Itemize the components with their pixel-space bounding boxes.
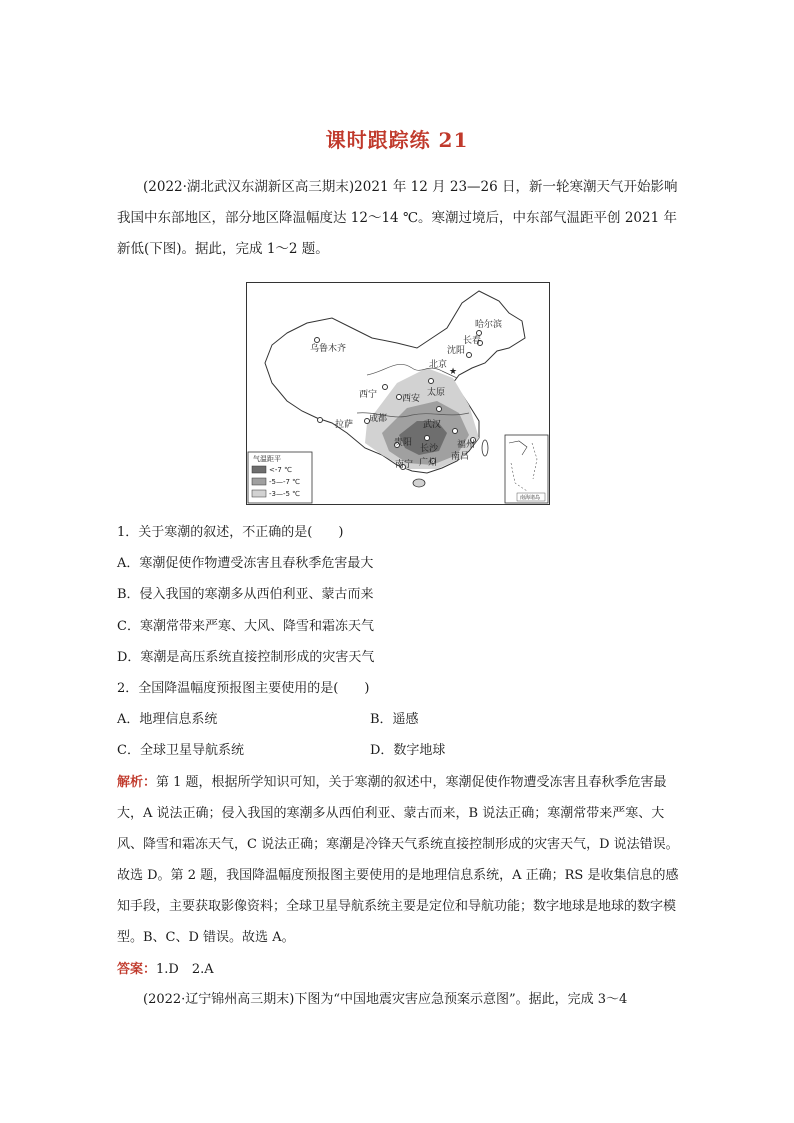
legend-item-mid: -5—-7 ℃ xyxy=(269,478,301,486)
svg-text:长沙: 长沙 xyxy=(420,444,439,454)
map-svg xyxy=(247,283,549,504)
svg-text:拉萨: 拉萨 xyxy=(335,420,354,430)
china-temperature-anomaly-map xyxy=(246,282,550,505)
svg-text:北京: 北京 xyxy=(429,360,448,370)
city-lhasa xyxy=(318,418,354,431)
intro-paragraph: (2022·湖北武汉东湖新区高三期末)2021 年 12 月 23—26 日，新一轮寒潮天气开始影响我国中东部地区，部分地区降温幅度达 12～14 ℃。寒潮过境后，中东部气温距平创 2021 年新低(下图)。据此，完成 1～2 题。 xyxy=(117,179,678,257)
question-2-option-a: A．地理信息系统 xyxy=(117,712,218,727)
svg-text:哈尔滨: 哈尔滨 xyxy=(475,320,503,330)
city-guiyang xyxy=(394,436,412,448)
svg-text:广州: 广州 xyxy=(419,458,438,468)
svg-text:乌鲁木齐: 乌鲁木齐 xyxy=(310,344,347,354)
svg-text:★: ★ xyxy=(449,367,458,377)
question-2-stem: 2．全国降温幅度预报图主要使用的是( ) xyxy=(117,681,370,696)
question-2-option-d: D．数字地球 xyxy=(370,743,446,758)
svg-text:长春: 长春 xyxy=(463,336,482,346)
legend-item-dark: <-7 ℃ xyxy=(269,466,292,474)
page-title: 课时跟踪练 21 xyxy=(325,128,469,152)
taiwan-island xyxy=(482,440,488,456)
svg-text:南昌: 南昌 xyxy=(451,452,470,462)
answer-text: 1.D 2.A xyxy=(156,962,214,977)
map-legend xyxy=(248,452,312,503)
svg-text:成都: 成都 xyxy=(369,414,388,424)
city-fuzhou xyxy=(457,438,476,451)
hainan-island xyxy=(413,479,425,487)
question-1-option-d: D．寒潮是高压系统直接控制形成的灾害天气 xyxy=(117,650,375,665)
next-intro-paragraph: (2022·辽宁锦州高三期末)下图为“中国地震灾害应急预案示意图”。据此，完成 3～4 xyxy=(143,992,628,1007)
svg-text:西安: 西安 xyxy=(402,394,421,404)
legend-title: 气温距平 xyxy=(253,455,281,463)
inset-label: 南海诸岛 xyxy=(520,495,541,501)
svg-text:太原: 太原 xyxy=(427,388,446,398)
svg-text:武汉: 武汉 xyxy=(423,420,442,430)
analysis-text: 第 1 题，根据所学知识可知，关于寒潮的叙述中，寒潮促使作物遭受冻害且春秋季危害最大，A 说法正确；侵入我国的寒潮多从西伯利亚、蒙古而来，B 说法正确；寒潮常带来严寒、大风、降雪和霜冻天气，C 说法正确；寒潮是冷锋天气系统直接控制形成的灾害天气，D 说法错误。故选 D。第 2 题，我国降温幅度预报图主要使用的是地理信息系统，A 正确；RS 是收集信息的感知手段，主要获取影像资料；全球卫星导航系统主要是定位和导航功能；数字地球是地球的数字模型。B、C、D 错误。故选 A。 xyxy=(117,775,679,945)
question-2-option-c: C．全球卫星导航系统 xyxy=(117,743,244,758)
question-1-option-a: A．寒潮促使作物遭受冻害且春秋季危害最大 xyxy=(117,556,374,571)
analysis-paragraph xyxy=(117,767,685,953)
south-china-sea-inset xyxy=(505,435,548,503)
svg-text:贵阳: 贵阳 xyxy=(394,438,413,448)
answer-label: 答案： xyxy=(117,962,157,977)
city-nanning xyxy=(395,458,413,470)
analysis-label: 解析： xyxy=(117,775,157,790)
city-guangzhou xyxy=(419,456,437,468)
svg-text:沈阳: 沈阳 xyxy=(447,346,466,356)
legend-item-light: -3—-5 ℃ xyxy=(269,490,301,498)
question-1-stem: 1．关于寒潮的叙述，不正确的是( ) xyxy=(117,525,344,540)
svg-text:西宁: 西宁 xyxy=(359,390,378,400)
question-2-option-b: B．遥感 xyxy=(370,712,419,727)
svg-text:福州: 福州 xyxy=(457,440,476,450)
answer-line xyxy=(117,958,214,977)
svg-text:南宁: 南宁 xyxy=(395,460,414,470)
question-1-option-b: B．侵入我国的寒潮多从西伯利亚、蒙古而来 xyxy=(117,587,374,602)
city-changchun xyxy=(463,334,483,346)
question-1-option-c: C．寒潮常带来严寒、大风、降雪和霜冻天气 xyxy=(117,619,374,634)
